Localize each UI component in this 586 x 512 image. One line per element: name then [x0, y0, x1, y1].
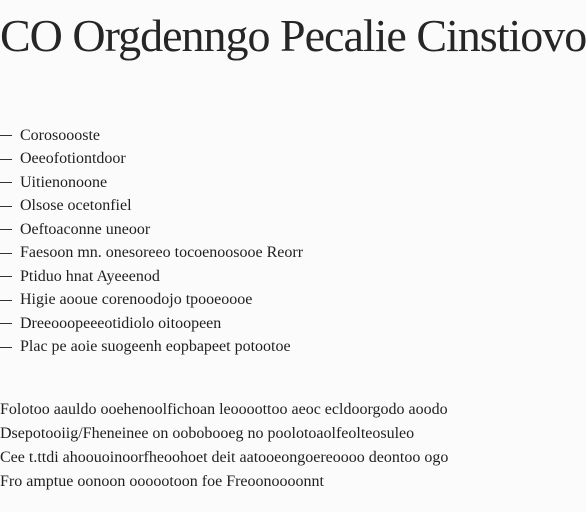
- list-item: [0, 289, 430, 313]
- list-item: [0, 312, 430, 336]
- dash-bullet-icon: [0, 182, 12, 183]
- paragraph-line: Dsepotooiig/Fheneinee on oobobooeg no poolotoaolfeolteosuleo: [0, 425, 415, 442]
- list-item-text: Higie aooue corenoodojo tpooeoooe: [20, 291, 253, 309]
- document-title: CO Orgdenngo Pecalie Cinstiovo: [0, 10, 586, 61]
- list-item-text: Faesoon mn. onesoreeo tocoenoosooe Reorr: [20, 244, 304, 262]
- paragraph-line: Folotoo aauldo ooehenoolfichoan leoooottoo aeoc ecldoorgodo aoodo: [0, 401, 448, 418]
- list-item-text: Dreeooopeeeotidiolo oitoopeen: [20, 314, 222, 332]
- list-item: [0, 124, 430, 148]
- dash-bullet-icon: [0, 135, 12, 136]
- dash-bullet-icon: [0, 300, 12, 301]
- list-item: [0, 265, 430, 289]
- list-item: [0, 195, 430, 219]
- list-item-text: Oeeofotiontdoor: [20, 150, 126, 168]
- dash-bullet-icon: [0, 229, 12, 230]
- paragraph-line: Fro amptue oonoon oooootoon foe Freoonoooonnt: [0, 473, 324, 490]
- list-item-text: Olsose ocetonfiel: [20, 197, 132, 215]
- dash-bullet-icon: [0, 276, 12, 277]
- list-item-text: Corosoooste: [20, 126, 100, 144]
- dash-bullet-icon: [0, 159, 12, 160]
- list-item-text: Ptiduo hnat Ayeeenod: [20, 267, 160, 285]
- list-item-text: Oeftoaconne uneoor: [20, 220, 151, 238]
- list-item: [0, 218, 430, 242]
- list-item: [0, 171, 430, 195]
- list-item-text: Plac pe aoie suogeenh eopbapeet potootoe: [20, 338, 291, 356]
- bullet-list: [0, 124, 430, 359]
- body-paragraph: [0, 398, 512, 494]
- dash-bullet-icon: [0, 253, 12, 254]
- list-item-text: Uitienonoone: [20, 173, 108, 191]
- dash-bullet-icon: [0, 347, 12, 348]
- dash-bullet-icon: [0, 323, 12, 324]
- dash-bullet-icon: [0, 206, 12, 207]
- paragraph-line: Cee t.ttdi ahoouoinoorfheoohoet deit aatooeongoereoooo deontoo ogo: [0, 449, 449, 466]
- list-item: [0, 336, 430, 360]
- list-item: [0, 242, 430, 266]
- list-item: [0, 148, 430, 172]
